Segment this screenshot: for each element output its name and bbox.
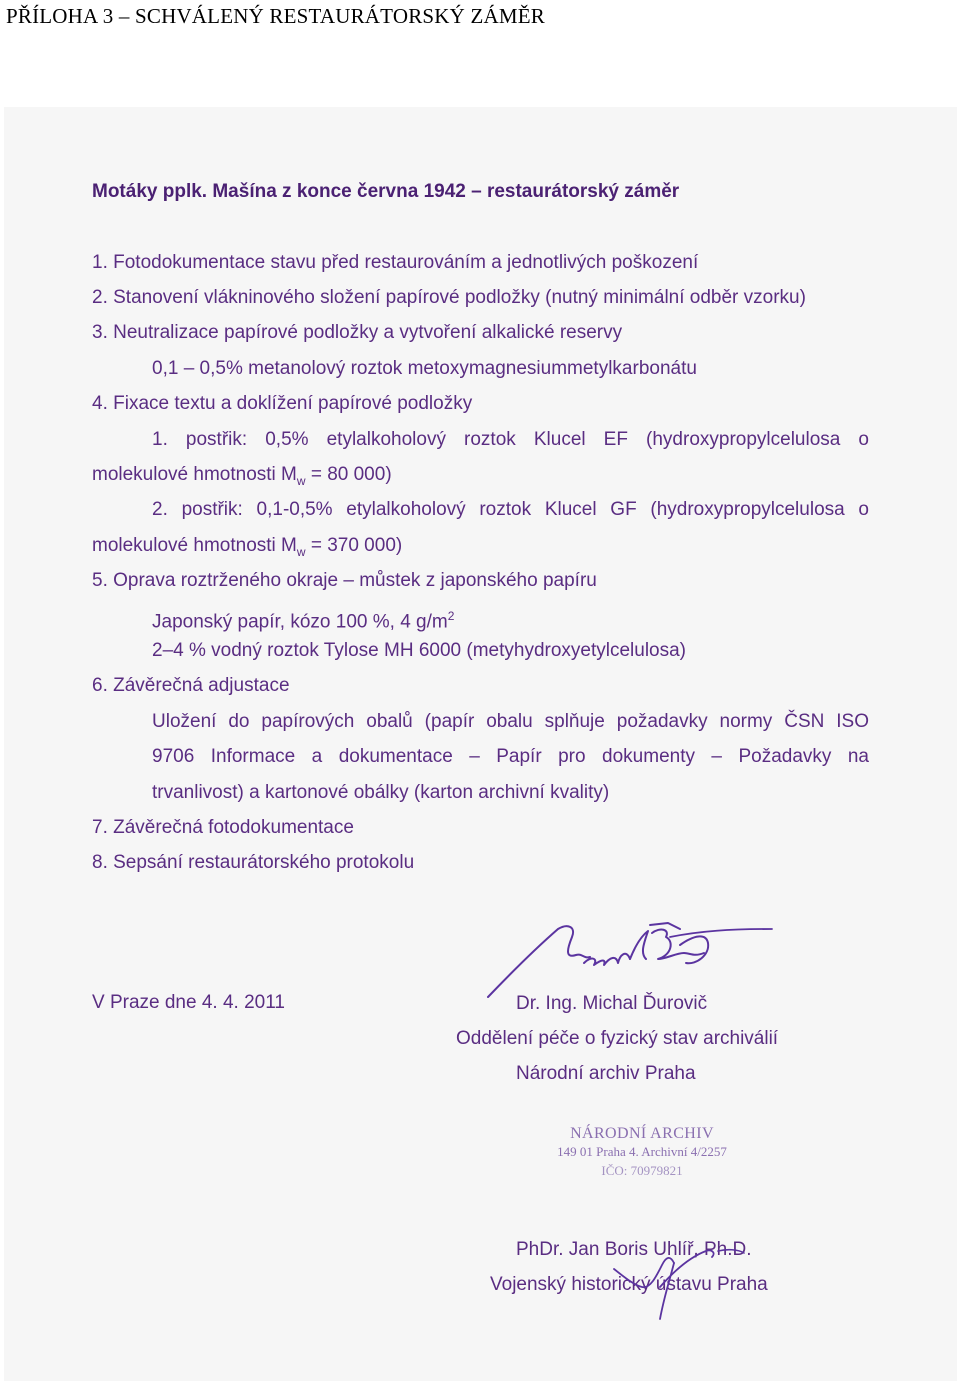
signer-1-organization: Národní archiv Praha xyxy=(516,1063,696,1084)
signer-1-name: Dr. Ing. Michal Ďurovič xyxy=(516,993,708,1014)
step-5: 5. Oprava roztrženého okraje – můstek z japonského papíru xyxy=(92,570,597,591)
stamp-title: NÁRODNÍ ARCHIV xyxy=(570,1125,714,1142)
step-5-paper: Japonský papír, kózo 100 %, 4 $g/m^2$ xyxy=(152,609,455,633)
signature-uhlir xyxy=(594,1227,784,1327)
step-6-detail-line-3: trvanlivost) a kartonové obálky (karton archivní kvality) xyxy=(152,782,610,803)
step-7: 7. Závěrečná fotodokumentace xyxy=(92,817,354,838)
step-1: 1. Fotodokumentace stavu před restaurováním a jednotlivých poškození xyxy=(92,252,699,273)
step-4-spray-2-cont: molekulové hmotnosti $M_w = 370$ 000) xyxy=(92,535,403,559)
scanned-document xyxy=(4,107,957,1381)
step-5-adhesive: 2–4 % vodný roztok Tylose MH 6000 (metyhydroxyetylcelulosa) xyxy=(152,640,687,661)
signer-2-organization: Vojenský historický ústavu Praha xyxy=(490,1274,768,1295)
step-6-detail-line-1: Uložení do papírových obalů (papír obalu splňuje požadavky normy ČSN ISO xyxy=(152,711,869,732)
step-3: 3. Neutralizace papírové podložky a vytvoření alkalické reservy xyxy=(92,322,623,343)
document-title: Motáky pplk. Mašína z konce června 1942 – restaurátorský záměr xyxy=(92,181,680,202)
page-heading: PŘÍLOHA 3 – SCHVÁLENÝ RESTAURÁTORSKÝ ZÁMĚR xyxy=(6,4,545,28)
signer-2-name: PhDr. Jan Boris Uhlíř, Ph.D. xyxy=(516,1239,752,1260)
stamp-address: 149 01 Praha 4. Archivní 4/2257 xyxy=(557,1144,727,1159)
stamp-ico: IČO: 70979821 xyxy=(601,1163,683,1178)
step-2: 2. Stanovení vlákninového složení papírové podložky (nutný minimální odběr vzorku) xyxy=(92,287,806,308)
signer-1-department: Oddělení péče o fyzický stav archiválií xyxy=(456,1028,779,1049)
step-3-detail: 0,1 – 0,5% metanolový roztok metoxymagnesiummetylkarbonátu xyxy=(152,358,697,379)
step-6-detail-line-2: 9706 Informace a dokumentace – Papír pro dokumenty – Požadavky na xyxy=(152,746,869,767)
step-4-spray-2: 2. postřik: 0,1-0,5% etylalkoholový roztok Klucel GF (hydroxypropylcelulosa o xyxy=(152,499,869,520)
signature-durovic xyxy=(480,919,780,999)
official-stamp xyxy=(542,1125,742,1179)
step-4: 4. Fixace textu a doklížení papírové podložky xyxy=(92,393,473,414)
step-8: 8. Sepsání restaurátorského protokolu xyxy=(92,852,415,873)
place-date: V Praze dne 4. 4. 2011 xyxy=(92,992,285,1013)
step-4-spray-1: 1. postřik: 0,5% etylalkoholový roztok Klucel EF (hydroxypropylcelulosa o xyxy=(152,429,869,450)
step-6: 6. Závěrečná adjustace xyxy=(92,675,290,696)
step-4-spray-1-cont: molekulové hmotnosti $M_w = 80$ 000) xyxy=(92,464,392,488)
